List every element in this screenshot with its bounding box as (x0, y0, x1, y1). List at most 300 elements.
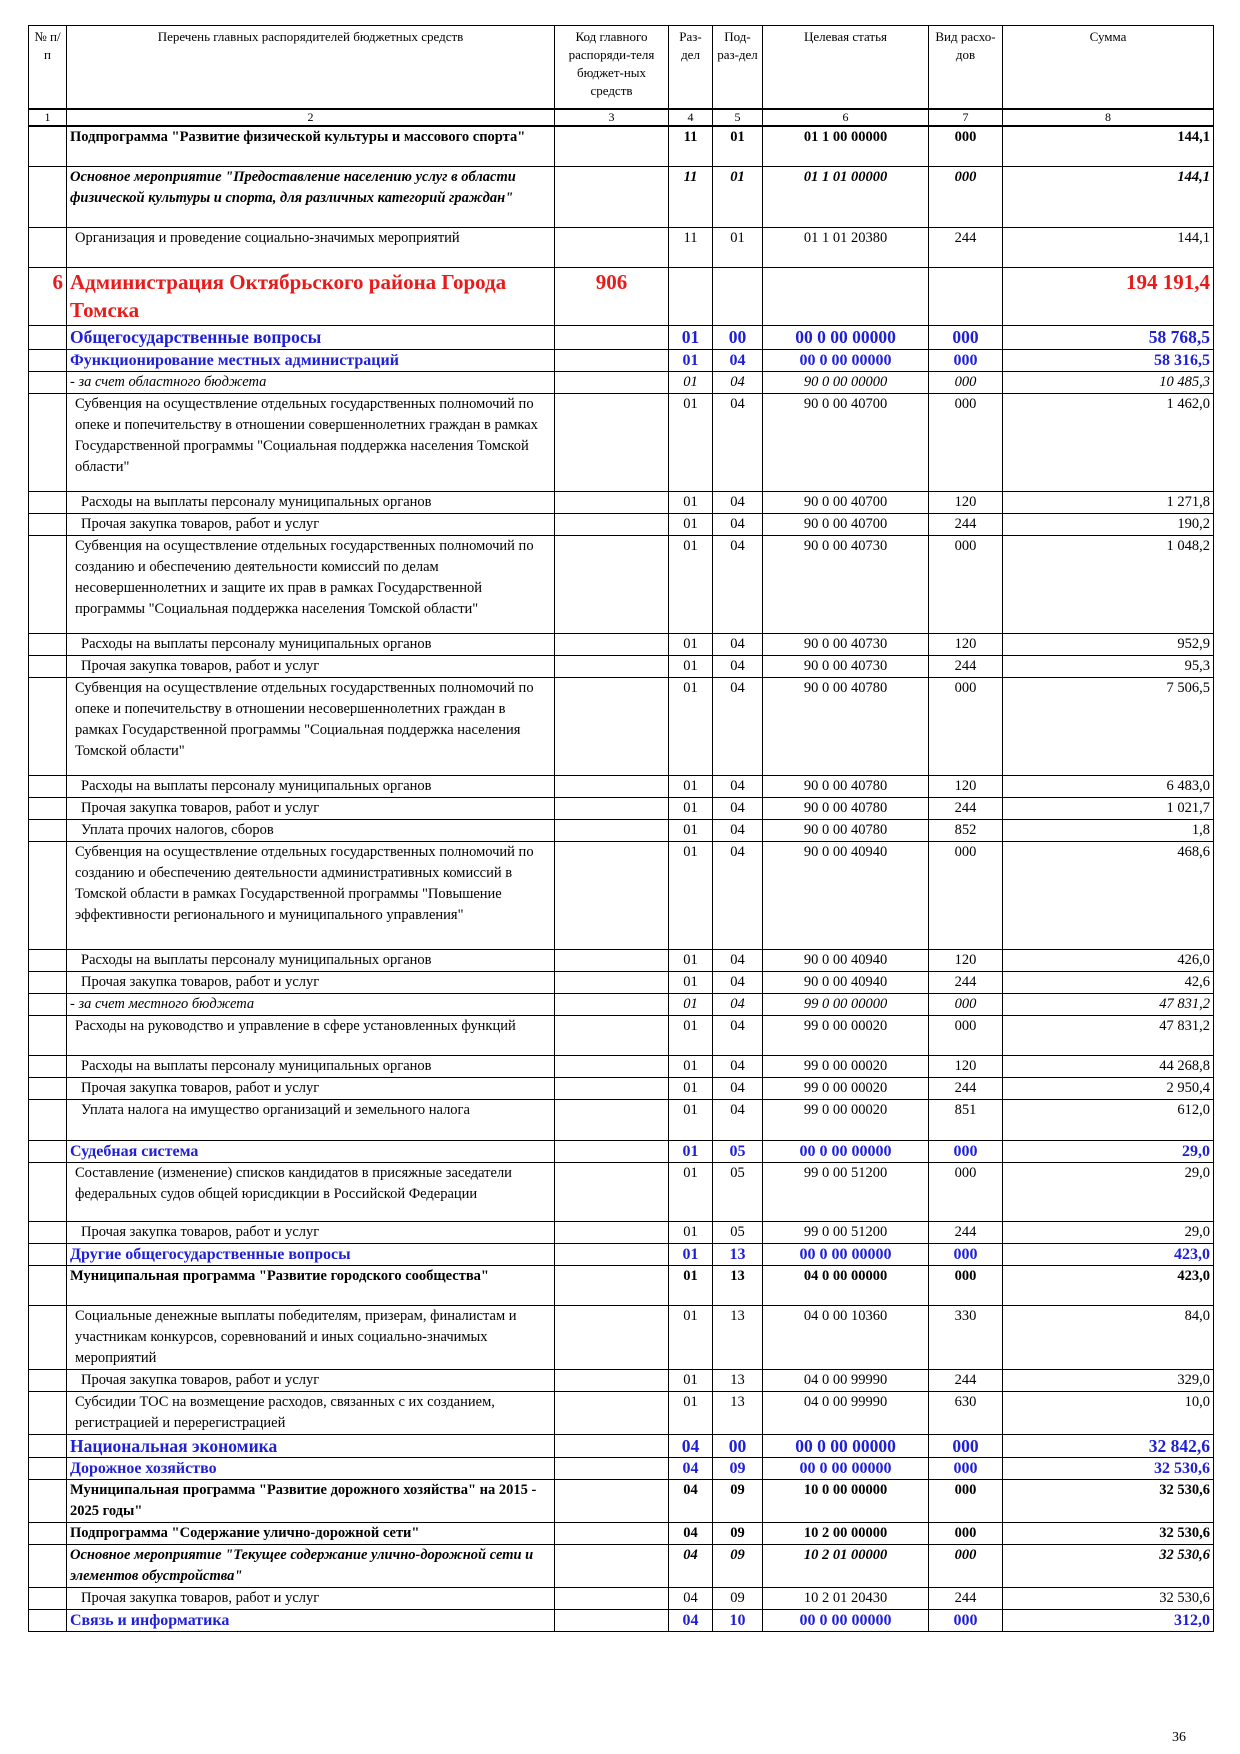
row-target-article: 90 0 00 40730 (763, 535, 929, 633)
row-expense-type: 000 (929, 1162, 1003, 1221)
row-sum: 423,0 (1003, 1243, 1214, 1265)
row-number (29, 1587, 67, 1609)
row-section: 01 (669, 1265, 713, 1305)
row-expense-type: 244 (929, 655, 1003, 677)
row-sum: 1 021,7 (1003, 797, 1214, 819)
row-name: Расходы на выплаты персоналу муниципальных органов (67, 1055, 555, 1077)
row-target-article: 90 0 00 40730 (763, 633, 929, 655)
row-sum: 29,0 (1003, 1221, 1214, 1243)
row-expense-type: 000 (929, 677, 1003, 775)
row-section: 04 (669, 1587, 713, 1609)
table-row (29, 1265, 1214, 1305)
row-section: 01 (669, 1099, 713, 1140)
row-section: 01 (669, 1077, 713, 1099)
row-admin-code (555, 1369, 669, 1391)
row-number (29, 1162, 67, 1221)
row-section: 01 (669, 393, 713, 491)
row-number (29, 1015, 67, 1055)
row-name: - за счет местного бюджета (67, 993, 555, 1015)
row-name: Прочая закупка товаров, работ и услуг (67, 513, 555, 535)
row-expense-type: 851 (929, 1099, 1003, 1140)
row-target-article: 90 0 00 40780 (763, 797, 929, 819)
row-target-article: 00 0 00 00000 (763, 1609, 929, 1631)
row-section: 04 (669, 1457, 713, 1479)
row-admin-code (555, 227, 669, 267)
row-expense-type: 244 (929, 227, 1003, 267)
row-target-article (763, 267, 929, 325)
row-name: Прочая закупка товаров, работ и услуг (67, 1221, 555, 1243)
row-name: Общегосударственные вопросы (67, 325, 555, 349)
row-section: 01 (669, 841, 713, 949)
row-admin-code (555, 1221, 669, 1243)
colnum: 3 (555, 109, 669, 126)
row-target-article: 99 0 00 00020 (763, 1015, 929, 1055)
row-subsection: 04 (713, 371, 763, 393)
row-expense-type: 852 (929, 819, 1003, 841)
row-subsection: 04 (713, 535, 763, 633)
table-row (29, 1457, 1214, 1479)
table-row (29, 491, 1214, 513)
row-name: Муниципальная программа "Развитие городского сообщества" (67, 1265, 555, 1305)
table-body (29, 126, 1214, 1631)
row-sum: 32 530,6 (1003, 1587, 1214, 1609)
row-subsection: 10 (713, 1609, 763, 1631)
row-number (29, 1457, 67, 1479)
row-subsection: 04 (713, 841, 763, 949)
row-number (29, 371, 67, 393)
row-target-article: 90 0 00 40780 (763, 677, 929, 775)
table-row (29, 633, 1214, 655)
row-sum: 10 485,3 (1003, 371, 1214, 393)
row-sum: 190,2 (1003, 513, 1214, 535)
row-subsection: 01 (713, 166, 763, 227)
row-target-article: 01 1 01 00000 (763, 166, 929, 227)
row-admin-code (555, 797, 669, 819)
row-expense-type: 000 (929, 1457, 1003, 1479)
row-section: 01 (669, 371, 713, 393)
row-subsection: 04 (713, 797, 763, 819)
row-sum: 44 268,8 (1003, 1055, 1214, 1077)
row-admin-code (555, 126, 669, 166)
table-row (29, 677, 1214, 775)
table-row (29, 371, 1214, 393)
table-row (29, 841, 1214, 949)
row-expense-type: 244 (929, 1221, 1003, 1243)
page-number: 36 (1172, 1730, 1186, 1745)
table-row (29, 1544, 1214, 1587)
row-name: Функционирование местных администраций (67, 349, 555, 371)
row-expense-type: 000 (929, 535, 1003, 633)
table-row (29, 393, 1214, 491)
row-target-article: 99 0 00 51200 (763, 1221, 929, 1243)
row-expense-type: 000 (929, 1544, 1003, 1587)
row-name: Связь и информатика (67, 1609, 555, 1631)
row-expense-type: 120 (929, 1055, 1003, 1077)
row-admin-code (555, 1140, 669, 1162)
row-sum: 2 950,4 (1003, 1077, 1214, 1099)
row-section: 01 (669, 1162, 713, 1221)
row-section: 01 (669, 1140, 713, 1162)
row-admin-code (555, 819, 669, 841)
table-row (29, 1305, 1214, 1369)
row-subsection: 00 (713, 1434, 763, 1457)
table-row (29, 166, 1214, 227)
colnum: 4 (669, 109, 713, 126)
row-subsection: 05 (713, 1221, 763, 1243)
row-target-article: 90 0 00 40940 (763, 971, 929, 993)
row-expense-type: 120 (929, 775, 1003, 797)
table-row (29, 971, 1214, 993)
row-section: 11 (669, 227, 713, 267)
row-subsection: 04 (713, 993, 763, 1015)
row-subsection: 04 (713, 349, 763, 371)
row-section: 01 (669, 1391, 713, 1434)
row-target-article: 99 0 00 00020 (763, 1077, 929, 1099)
row-section: 01 (669, 633, 713, 655)
row-name: Организация и проведение социально-значимых мероприятий (67, 227, 555, 267)
row-target-article: 04 0 00 99990 (763, 1369, 929, 1391)
row-number (29, 513, 67, 535)
row-name: Прочая закупка товаров, работ и услуг (67, 1369, 555, 1391)
row-sum: 194 191,4 (1003, 267, 1214, 325)
table-row (29, 1077, 1214, 1099)
row-number (29, 325, 67, 349)
row-sum: 1 271,8 (1003, 491, 1214, 513)
row-target-article: 00 0 00 00000 (763, 1457, 929, 1479)
row-admin-code (555, 325, 669, 349)
row-target-article: 04 0 00 10360 (763, 1305, 929, 1369)
row-admin-code (555, 1434, 669, 1457)
row-admin-code (555, 491, 669, 513)
row-name: Основное мероприятие "Предоставление населению услуг в области физической культуры и спорта, для различных категорий граждан" (67, 166, 555, 227)
row-expense-type: 000 (929, 126, 1003, 166)
row-admin-code (555, 1522, 669, 1544)
row-expense-type: 000 (929, 393, 1003, 491)
row-sum: 29,0 (1003, 1140, 1214, 1162)
row-name: Расходы на выплаты персоналу муниципальных органов (67, 491, 555, 513)
row-name: Социальные денежные выплаты победителям, призерам, финалистам и участникам конкурсов, соревнований и иных социально-значимых мероприятий (67, 1305, 555, 1369)
budget-table-sheet (28, 25, 1213, 1632)
row-number (29, 1369, 67, 1391)
row-number (29, 1243, 67, 1265)
table-row (29, 949, 1214, 971)
row-expense-type: 244 (929, 513, 1003, 535)
row-subsection: 04 (713, 819, 763, 841)
row-sum: 42,6 (1003, 971, 1214, 993)
row-name: Расходы на выплаты персоналу муниципальных органов (67, 775, 555, 797)
row-expense-type: 000 (929, 841, 1003, 949)
row-number (29, 349, 67, 371)
row-name: Уплата прочих налогов, сборов (67, 819, 555, 841)
row-section: 01 (669, 971, 713, 993)
row-subsection: 13 (713, 1305, 763, 1369)
row-subsection: 04 (713, 949, 763, 971)
colnum: 1 (29, 109, 67, 126)
row-target-article: 90 0 00 40780 (763, 775, 929, 797)
row-sum: 32 530,6 (1003, 1457, 1214, 1479)
budget-table (28, 25, 1214, 1632)
row-expense-type: 244 (929, 1369, 1003, 1391)
row-subsection: 04 (713, 1099, 763, 1140)
table-row (29, 227, 1214, 267)
row-subsection: 04 (713, 1055, 763, 1077)
row-target-article: 90 0 00 40940 (763, 841, 929, 949)
row-sum: 612,0 (1003, 1099, 1214, 1140)
row-target-article: 00 0 00 00000 (763, 1140, 929, 1162)
table-row (29, 797, 1214, 819)
row-name: Прочая закупка товаров, работ и услуг (67, 971, 555, 993)
row-name: Субвенция на осуществление отдельных государственных полномочий по опеке и попечительству в отношении совершеннолетних граждан в рамках Государственной программы "Социальная поддержка населения Томской области" (67, 393, 555, 491)
row-expense-type: 000 (929, 1265, 1003, 1305)
table-row (29, 1162, 1214, 1221)
row-admin-code (555, 1077, 669, 1099)
row-admin-code (555, 535, 669, 633)
row-number (29, 993, 67, 1015)
colnum: 5 (713, 109, 763, 126)
row-subsection: 09 (713, 1479, 763, 1522)
table-row (29, 1391, 1214, 1434)
row-section: 01 (669, 491, 713, 513)
row-name: - за счет областного бюджета (67, 371, 555, 393)
row-sum: 423,0 (1003, 1265, 1214, 1305)
table-row (29, 1434, 1214, 1457)
row-name: Составление (изменение) списков кандидатов в присяжные заседатели федеральных судов общей юрисдикции в Российской Федерации (67, 1162, 555, 1221)
row-number (29, 655, 67, 677)
row-sum: 7 506,5 (1003, 677, 1214, 775)
row-subsection: 13 (713, 1369, 763, 1391)
row-number (29, 841, 67, 949)
row-number (29, 797, 67, 819)
row-target-article: 99 0 00 00020 (763, 1055, 929, 1077)
row-admin-code (555, 655, 669, 677)
header-subsection: Под-раз-дел (713, 26, 763, 110)
row-sum: 329,0 (1003, 1369, 1214, 1391)
row-target-article: 90 0 00 40700 (763, 491, 929, 513)
row-section: 11 (669, 166, 713, 227)
row-admin-code (555, 1305, 669, 1369)
row-expense-type: 000 (929, 1479, 1003, 1522)
row-admin-code (555, 513, 669, 535)
row-admin-code (555, 633, 669, 655)
row-target-article: 99 0 00 00020 (763, 1099, 929, 1140)
row-target-article: 99 0 00 51200 (763, 1162, 929, 1221)
row-sum: 32 530,6 (1003, 1544, 1214, 1587)
row-admin-code (555, 1587, 669, 1609)
row-sum: 58 316,5 (1003, 349, 1214, 371)
row-number (29, 166, 67, 227)
row-admin-code (555, 677, 669, 775)
table-row (29, 993, 1214, 1015)
row-target-article: 01 1 00 00000 (763, 126, 929, 166)
row-subsection: 04 (713, 971, 763, 993)
row-expense-type: 000 (929, 349, 1003, 371)
table-row (29, 1479, 1214, 1522)
row-expense-type: 244 (929, 1587, 1003, 1609)
row-sum: 32 530,6 (1003, 1479, 1214, 1522)
table-row (29, 267, 1214, 325)
row-number (29, 535, 67, 633)
row-number (29, 1434, 67, 1457)
row-number (29, 1479, 67, 1522)
row-subsection: 13 (713, 1265, 763, 1305)
row-number (29, 126, 67, 166)
row-target-article: 90 0 00 00000 (763, 371, 929, 393)
row-admin-code (555, 349, 669, 371)
row-number (29, 633, 67, 655)
row-subsection: 04 (713, 513, 763, 535)
row-expense-type: 000 (929, 1015, 1003, 1055)
row-expense-type: 000 (929, 1140, 1003, 1162)
row-name: Национальная экономика (67, 1434, 555, 1457)
row-section: 01 (669, 775, 713, 797)
table-row (29, 349, 1214, 371)
row-section: 01 (669, 1369, 713, 1391)
header-row (29, 26, 1214, 110)
table-row (29, 1522, 1214, 1544)
row-target-article: 10 2 00 00000 (763, 1522, 929, 1544)
row-section: 01 (669, 1015, 713, 1055)
row-admin-code (555, 371, 669, 393)
row-expense-type: 000 (929, 1434, 1003, 1457)
row-name: Субвенция на осуществление отдельных государственных полномочий по опеке и попечительству в отношении несовершеннолетних граждан в рамках Государственной программы "Социальная поддержка населения Томской области" (67, 677, 555, 775)
row-expense-type: 000 (929, 371, 1003, 393)
row-section: 01 (669, 993, 713, 1015)
row-subsection: 05 (713, 1162, 763, 1221)
row-expense-type: 120 (929, 491, 1003, 513)
row-number (29, 1055, 67, 1077)
row-name: Дорожное хозяйство (67, 1457, 555, 1479)
row-sum: 32 530,6 (1003, 1522, 1214, 1544)
row-admin-code (555, 1162, 669, 1221)
row-name: Расходы на выплаты персоналу муниципальных органов (67, 949, 555, 971)
row-number (29, 1544, 67, 1587)
row-section (669, 267, 713, 325)
row-name: Подпрограмма "Содержание улично-дорожной сети" (67, 1522, 555, 1544)
row-number (29, 1077, 67, 1099)
row-expense-type: 000 (929, 325, 1003, 349)
row-section: 04 (669, 1522, 713, 1544)
row-sum: 58 768,5 (1003, 325, 1214, 349)
row-number (29, 1265, 67, 1305)
row-admin-code (555, 841, 669, 949)
column-number-row (29, 109, 1214, 126)
row-subsection: 09 (713, 1544, 763, 1587)
row-subsection: 09 (713, 1587, 763, 1609)
table-row (29, 1140, 1214, 1162)
row-section: 01 (669, 349, 713, 371)
row-number (29, 949, 67, 971)
row-section: 01 (669, 325, 713, 349)
row-admin-code (555, 971, 669, 993)
row-admin-code (555, 1265, 669, 1305)
row-subsection: 04 (713, 677, 763, 775)
row-subsection: 04 (713, 1015, 763, 1055)
row-expense-type: 000 (929, 993, 1003, 1015)
row-name: Субвенция на осуществление отдельных государственных полномочий по созданию и обеспечению деятельности комиссий по делам несовершеннолетних и защите их прав в рамках Государственной программы "Социальная поддержка населения Томской области" (67, 535, 555, 633)
table-row (29, 1587, 1214, 1609)
colnum: 6 (763, 109, 929, 126)
row-target-article: 90 0 00 40700 (763, 513, 929, 535)
row-admin-code (555, 1099, 669, 1140)
row-name: Расходы на руководство и управление в сфере установленных функций (67, 1015, 555, 1055)
row-name: Администрация Октябрьского района Города Томска (67, 267, 555, 325)
row-section: 01 (669, 655, 713, 677)
row-subsection: 13 (713, 1243, 763, 1265)
row-section: 01 (669, 949, 713, 971)
row-name: Прочая закупка товаров, работ и услуг (67, 1587, 555, 1609)
row-admin-code (555, 1544, 669, 1587)
row-target-article: 04 0 00 99990 (763, 1391, 929, 1434)
row-number (29, 1522, 67, 1544)
row-name: Прочая закупка товаров, работ и услуг (67, 655, 555, 677)
row-subsection: 00 (713, 325, 763, 349)
row-target-article: 90 0 00 40700 (763, 393, 929, 491)
table-row (29, 819, 1214, 841)
row-admin-code (555, 775, 669, 797)
row-admin-code (555, 1243, 669, 1265)
header-section: Раз-дел (669, 26, 713, 110)
row-name: Судебная система (67, 1140, 555, 1162)
table-row (29, 1369, 1214, 1391)
row-number (29, 1609, 67, 1631)
row-admin-code (555, 393, 669, 491)
row-expense-type: 000 (929, 1522, 1003, 1544)
table-row (29, 1221, 1214, 1243)
colnum: 7 (929, 109, 1003, 126)
header-target-article: Целевая статья (763, 26, 929, 110)
row-target-article: 00 0 00 00000 (763, 325, 929, 349)
row-section: 01 (669, 1243, 713, 1265)
row-admin-code (555, 1391, 669, 1434)
row-sum: 1 462,0 (1003, 393, 1214, 491)
row-section: 04 (669, 1479, 713, 1522)
row-name: Подпрограмма "Развитие физической культуры и массового спорта" (67, 126, 555, 166)
header-number: № п/п (29, 26, 67, 110)
row-admin-code (555, 166, 669, 227)
row-name: Субсидии ТОС на возмещение расходов, связанных с их созданием, регистрацией и перерегистрацией (67, 1391, 555, 1434)
table-row (29, 655, 1214, 677)
table-row (29, 775, 1214, 797)
row-admin-code: 906 (555, 267, 669, 325)
row-expense-type: 000 (929, 166, 1003, 227)
row-section: 01 (669, 1305, 713, 1369)
row-sum: 1 048,2 (1003, 535, 1214, 633)
row-admin-code (555, 949, 669, 971)
header-name: Перечень главных распорядителей бюджетных средств (67, 26, 555, 110)
row-expense-type: 630 (929, 1391, 1003, 1434)
table-row (29, 535, 1214, 633)
row-section: 01 (669, 677, 713, 775)
row-section: 04 (669, 1609, 713, 1631)
row-target-article: 90 0 00 40940 (763, 949, 929, 971)
row-section: 04 (669, 1434, 713, 1457)
row-sum: 468,6 (1003, 841, 1214, 949)
row-target-article: 01 1 01 20380 (763, 227, 929, 267)
row-target-article: 99 0 00 00000 (763, 993, 929, 1015)
row-admin-code (555, 1055, 669, 1077)
row-expense-type (929, 267, 1003, 325)
table-row (29, 1243, 1214, 1265)
row-section: 04 (669, 1544, 713, 1587)
row-name: Прочая закупка товаров, работ и услуг (67, 797, 555, 819)
row-sum: 29,0 (1003, 1162, 1214, 1221)
table-row (29, 1609, 1214, 1631)
row-subsection: 01 (713, 227, 763, 267)
table-row (29, 1015, 1214, 1055)
row-name: Субвенция на осуществление отдельных государственных полномочий по созданию и обеспечению деятельности административных комиссий в Томской области в рамках Государственной программы "Повышение эффективности регионального и муниципального управления" (67, 841, 555, 949)
row-sum: 144,1 (1003, 227, 1214, 267)
row-target-article: 90 0 00 40730 (763, 655, 929, 677)
